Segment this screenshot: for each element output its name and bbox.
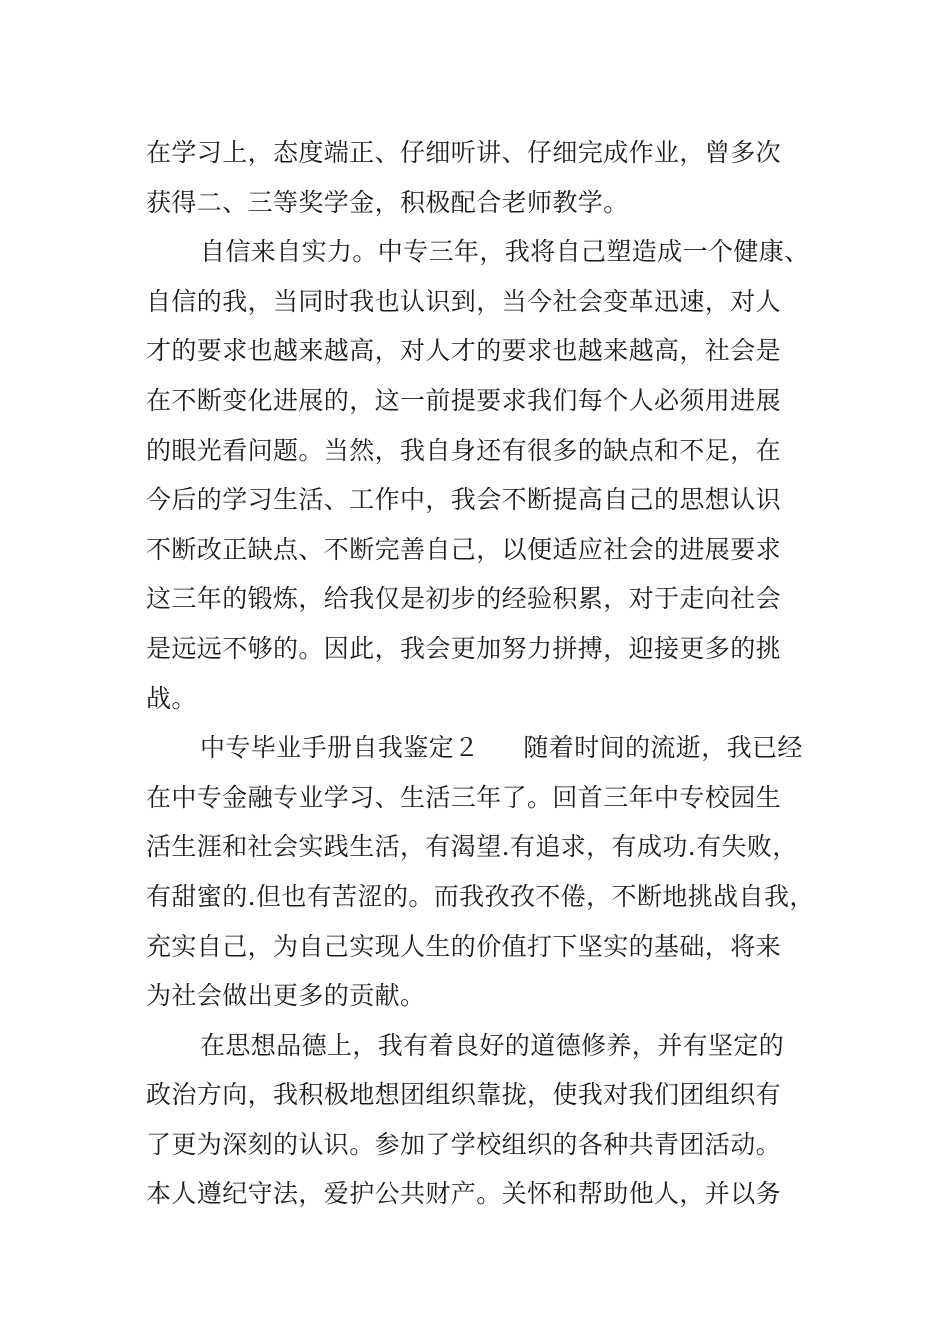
text-line: 有甜蜜的.但也有苦涩的。而我孜孜不倦，不断地挑战自我， [146,881,815,911]
text-line: 在不断变化进展的，这一前提要求我们每个人必须用进展 [146,385,782,415]
paragraph-start-line: 在思想品德上，我有着良好的道德修养，并有坚定的 [200,1030,785,1060]
text-line: 活生涯和社会实践生活，有渴望.有追求，有成功.有失败， [146,832,798,862]
text-line: 的眼光看问题。当然，我自身还有很多的缺点和不足，在 [146,435,782,465]
text-line: 了更为深刻的认识。参加了学校组织的各种共青团活动。 [146,1129,782,1159]
text-line: 为社会做出更多的贡献。 [146,981,426,1011]
text-line: 在中专金融专业学习、生活三年了。回首三年中专校园生 [146,782,782,812]
section-heading-line [146,723,836,773]
text-line: 在学习上，态度端正、仔细听讲、仔细完成作业，曾多次 [146,138,782,167]
text-line: 获得二、三等奖学金，积极配合老师教学。 [146,187,629,217]
text-line: 这三年的锻炼，给我仅是初步的经验积累，对于走向社会 [146,584,782,614]
text-line: 是远远不够的。因此，我会更加努力拼搏，迎接更多的挑 [146,633,782,663]
text-line: 政治方向，我积极地想团组织靠拢，使我对我们团组织有 [146,1080,782,1110]
text-line: 充实自己，为自己实现人生的价值打下坚实的基础，将来 [146,931,782,961]
text-line: 战。 [146,683,197,713]
section-heading: 中专毕业手册自我鉴定２ [200,733,480,763]
text-line: 不断改正缺点、不断完善自己，以便适应社会的进展要求 [146,534,782,564]
text-line: 今后的学习生活、工作中，我会不断提高自己的思想认识 [146,485,782,515]
section-intro-text: 随着时间的流逝，我已经 [523,733,803,763]
text-line: 自信的我，当同时我也认识到，当今社会变革迅速，对人 [146,286,782,316]
paragraph-start-line: 自信来自实力。中专三年，我将自己塑造成一个健康、 [200,237,810,267]
text-line: 本人遵纪守法，爱护公共财产。关怀和帮助他人，并以务 [146,1179,782,1209]
text-line: 才的要求也越来越高，对人才的要求也越来越高，社会是 [146,336,782,366]
document-body [146,128,836,1219]
